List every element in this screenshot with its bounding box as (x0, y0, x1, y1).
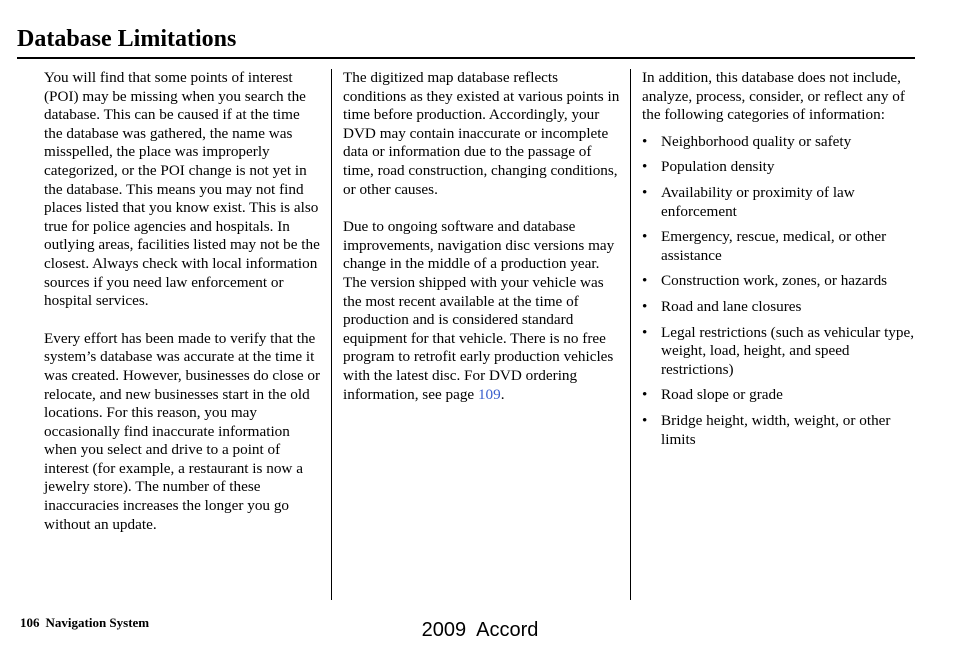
bullet-icon: • (642, 272, 648, 290)
paragraph-database-accuracy: Every effort has been made to verify that the system’s database was accurate at the time it was created. However, businesses do close or relocate, and new businesses start in the old locations. For this reason, you may occasionally find inaccurate information when you select and drive to a point of interest (for example, a restaurant is now a jewelry store). The number of these inaccuracies increases the longer you go without an update. (44, 329, 321, 533)
watermark-text: 2009 Accord (421, 619, 539, 641)
paragraph-poi-missing: You will find that some points of interest (POI) may be missing when you search the database. This can be caused if at the time the database was gathered, the name was misspelled, the place was improperly categorized, or the POI change is not yet in the database. This means you may not find places listed that you know exist. This is also true for police agencies and hospitals. In outlying areas, facilities listed may not be the closest. Always check with local information sources if you need law enforcement or hospital services. (44, 69, 320, 310)
page-title: Database Limitations (17, 26, 237, 52)
list-item: • Availability or proximity of law enforcement (642, 183, 855, 220)
disc-versions-text: Due to ongoing software and database improvements, navigation disc versions may change in the middle of a production year. The version shipped with your vehicle was the most recent available at the time of production and is considered standard equipment for that vehicle. There is no free program to retrofit early production vehicles with the latest disc. For DVD ordering information, see page (343, 218, 615, 403)
bullet-icon: • (642, 411, 648, 429)
disc-versions-end: . (500, 385, 505, 403)
list-item: • Construction work, zones, or hazards (642, 272, 888, 290)
column-middle (343, 69, 621, 423)
column-right (642, 69, 922, 456)
list-item: • Bridge height, width, weight, or other limits (642, 411, 891, 448)
list-item: • Population density (642, 158, 775, 176)
list-item: • Neighborhood quality or safety (642, 132, 852, 150)
bullet-icon: • (642, 132, 648, 150)
bullet-icon: • (642, 183, 648, 201)
list-item: • Emergency, rescue, medical, or other assistance (642, 228, 887, 264)
column-divider-1 (331, 69, 332, 600)
paragraph-categories-intro: In addition, this database does not include, analyze, process, consider, or reflect any of the following categories of information: (642, 69, 905, 124)
page-109-link[interactable]: 109 (477, 385, 501, 403)
list-item: • Road slope or grade (642, 386, 783, 404)
paragraph-disc-versions (343, 218, 621, 404)
column-left (44, 69, 322, 553)
column-divider-2 (630, 69, 631, 600)
title-rule (17, 57, 915, 59)
bullet-icon: • (642, 386, 648, 404)
paragraph-map-conditions: The digitized map database reflects conditions as they existed at various points in time before production. Accordingly, your DVD may contain inaccurate or incomplete data or information due to the passage of time, road construction, changing conditions, or other causes. (343, 69, 620, 198)
category-list (642, 133, 922, 449)
section-name: Navigation System (45, 615, 150, 630)
list-item: • Road and lane closures (642, 297, 802, 315)
bullet-icon: • (642, 228, 648, 246)
page-number: 106 (20, 615, 40, 630)
bullet-icon: • (642, 158, 648, 176)
list-item: • Legal restrictions (such as vehicular type, weight, load, height, and speed restrictions) (642, 323, 915, 378)
bullet-icon: • (642, 323, 648, 341)
bullet-icon: • (642, 297, 648, 315)
